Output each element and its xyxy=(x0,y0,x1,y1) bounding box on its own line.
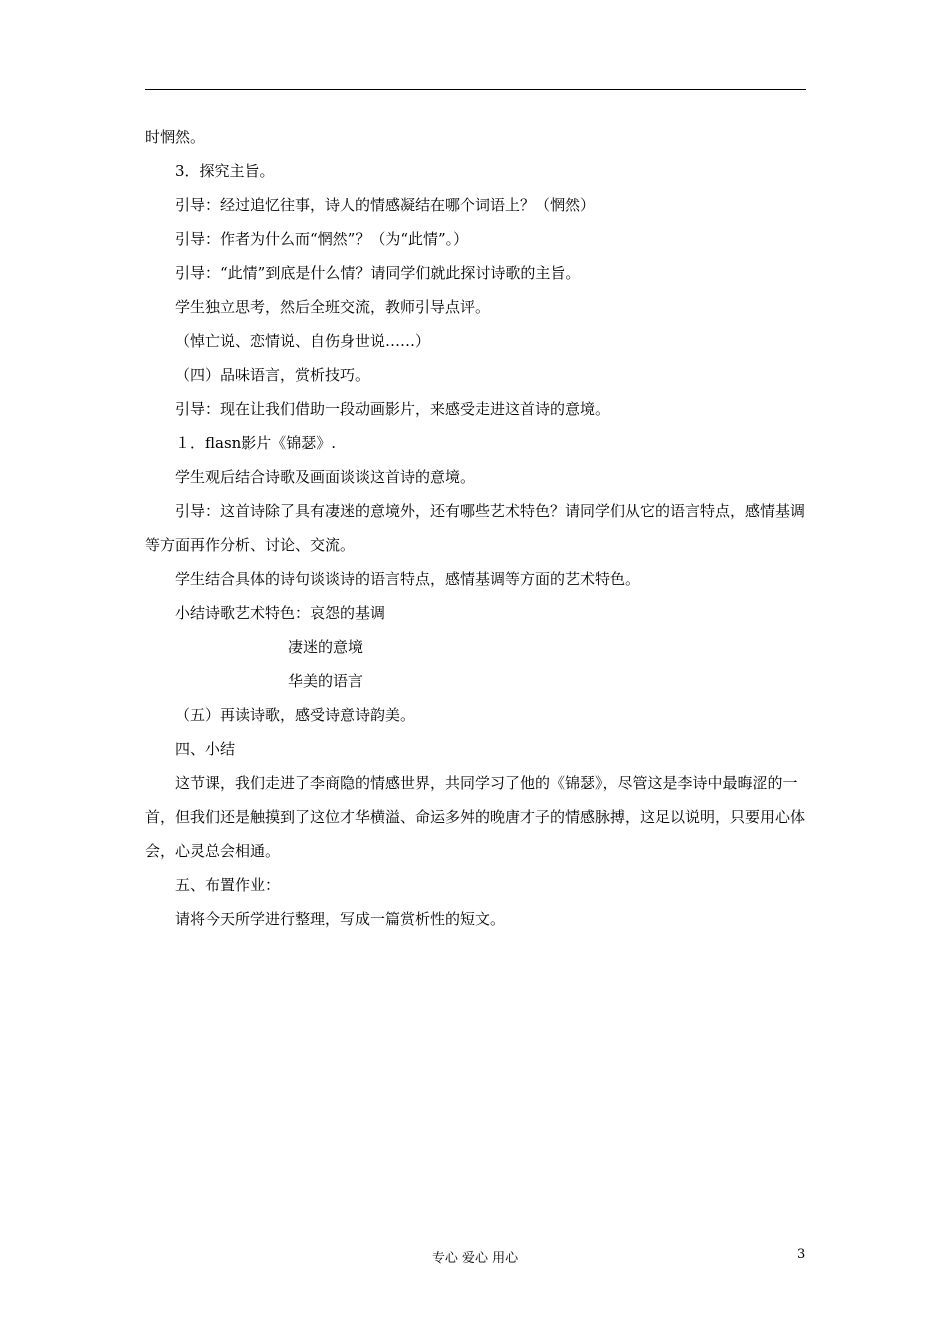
paragraph: 学生独立思考，然后全班交流，教师引导点评。 xyxy=(175,298,491,316)
paragraph: １．flasn影片《锦瑟》. xyxy=(175,434,337,452)
paragraph: 学生观后结合诗歌及画面谈谈这首诗的意境。 xyxy=(175,468,476,486)
paragraph: 请将今天所学进行整理，写成一篇赏析性的短文。 xyxy=(175,910,506,928)
footer-motto: 专心 爱心 用心 xyxy=(431,1251,519,1266)
paragraph: 引导：作者为什么而“惘然”？（为“此情”。） xyxy=(175,230,469,248)
section-heading: （五）再读诗歌，感受诗意诗韵美。 xyxy=(175,706,416,724)
paragraph: 时惘然。 xyxy=(145,128,206,146)
paragraph: 引导：现在让我们借助一段动画影片，来感受走进这首诗的意境。 xyxy=(175,400,611,418)
paragraph: 小结诗歌艺术特色：哀怨的基调 xyxy=(175,604,386,622)
document-body xyxy=(145,120,808,936)
page-number: 3 xyxy=(797,1247,806,1262)
paragraph: 学生结合具体的诗句谈谈诗的语言特点，感情基调等方面的艺术特色。 xyxy=(175,570,641,588)
section-heading: 四、小结 xyxy=(175,740,236,758)
section-heading: （四）品味语言，赏析技巧。 xyxy=(175,366,371,384)
section-heading: 3．探究主旨。 xyxy=(175,162,275,180)
paragraph: 这节课，我们走进了李商隐的情感世界，共同学习了他的《锦瑟》，尽管这是李诗中最晦涩的一首，但我们还是触摸到了这位才华横溢、命运多舛的晚唐才子的情感脉搏，这足以说明，只要用心体会，心灵总会相通。 xyxy=(145,774,806,860)
section-heading: 五、布置作业： xyxy=(175,876,281,894)
paragraph: （悼亡说、恋情说、自伤身世说……） xyxy=(175,332,431,350)
summary-item: 凄迷的意境 xyxy=(288,638,364,656)
paragraph: 引导：“此情”到底是什么情？请同学们就此探讨诗歌的主旨。 xyxy=(175,264,581,282)
summary-item: 华美的语言 xyxy=(288,672,364,690)
header-rule xyxy=(145,89,806,90)
paragraph: 引导：这首诗除了具有凄迷的意境外，还有哪些艺术特色？请同学们从它的语言特点，感情基调等方面再作分析、讨论、交流。 xyxy=(145,502,806,554)
paragraph: 引导：经过追忆往事，诗人的情感凝结在哪个词语上？（惘然） xyxy=(175,196,596,214)
